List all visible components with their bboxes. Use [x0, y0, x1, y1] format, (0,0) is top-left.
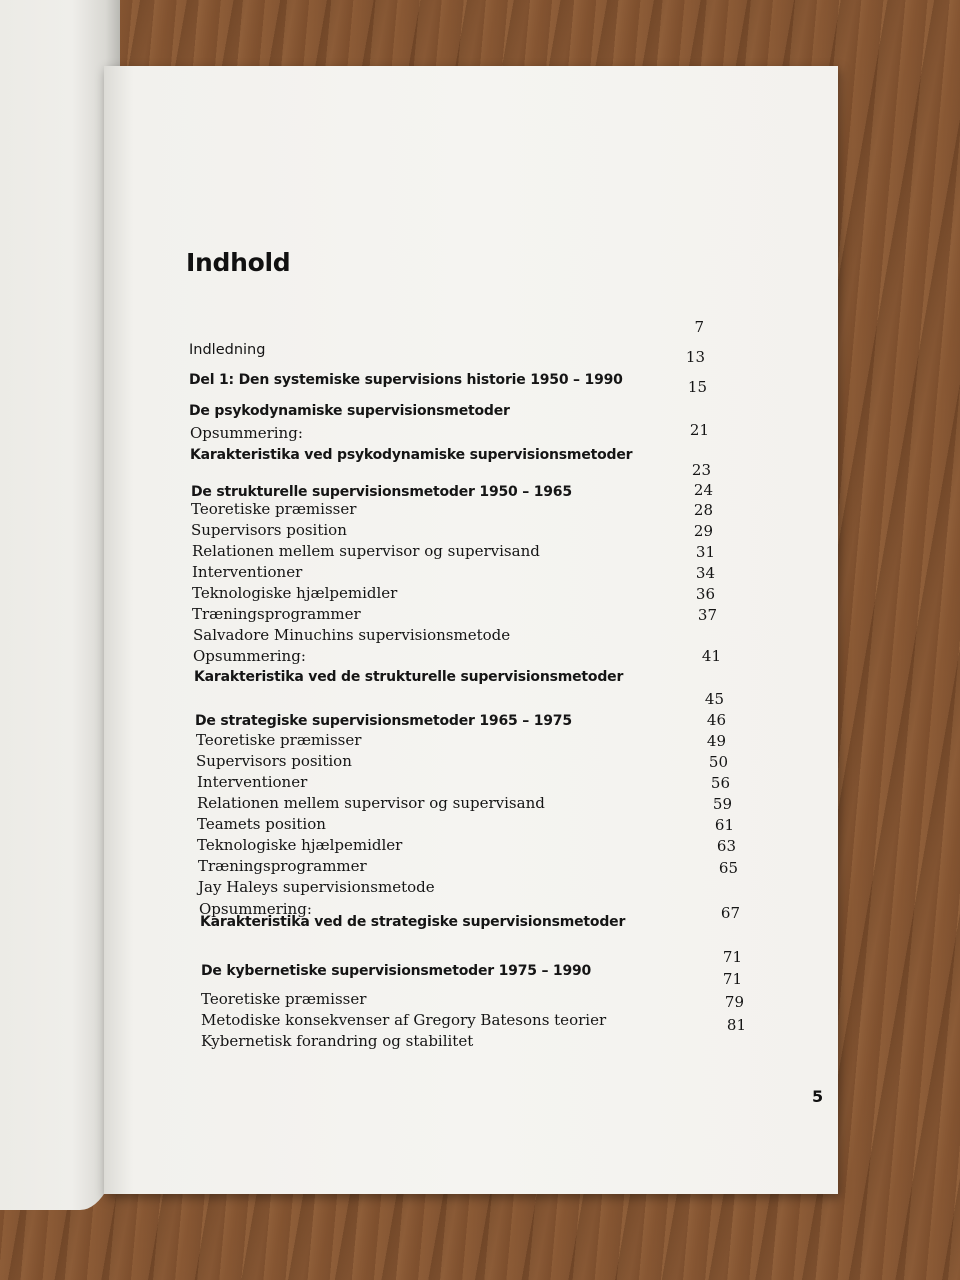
toc-page-number: 34	[695, 564, 715, 582]
toc-entry-text: Indledning	[189, 342, 266, 358]
toc-entry-text: Opsummering:	[193, 647, 306, 665]
toc-page-number: 28	[693, 501, 713, 519]
toc-entry-text: Interventioner	[192, 563, 303, 581]
toc-entry-text: Træningsprogrammer	[192, 605, 361, 623]
toc-entry-text: Teoretiske præmisser	[201, 990, 367, 1008]
toc-entry-text: Teoretiske præmisser	[191, 500, 357, 518]
toc-entry-text: Kybernetisk forandring og stabilitet	[201, 1032, 474, 1050]
toc-page-number: 61	[714, 816, 734, 834]
toc-page-number: 79	[724, 993, 744, 1011]
toc-entry-text: Metodiske konsekvenser af Gregory Batesons teorier	[201, 1011, 607, 1029]
toc-page-number: 67	[720, 904, 740, 922]
toc-page-number: 24	[693, 481, 713, 499]
toc-page-number: 56	[710, 774, 730, 792]
toc-page-number: 71	[722, 970, 742, 988]
toc-entry-text: Opsummering:	[190, 424, 303, 442]
toc-part-heading: Del 1: Den systemiske supervisions historie 1950 – 1990	[189, 372, 623, 388]
toc-page-number: 71	[722, 948, 742, 966]
toc-page-number: 36	[695, 585, 715, 603]
toc-section-heading: De kybernetiske supervisionsmetoder 1975 – 1990	[201, 963, 592, 979]
toc-entry-text: Teknologiske hjælpemidler	[192, 584, 398, 602]
toc-section-heading: De psykodynamiske supervisionsmetoder	[189, 403, 510, 419]
toc-entry-text: Opsummering:	[199, 900, 312, 918]
toc-page-number: 37	[697, 606, 717, 624]
facing-page	[0, 0, 120, 1210]
toc-section-heading: De strategiske supervisionsmetoder 1965 – 1975	[195, 713, 572, 729]
toc-page-number: 63	[716, 837, 736, 855]
toc-page-number: 15	[687, 378, 707, 396]
toc-page-number: 45	[704, 690, 724, 708]
toc-entry-text: Teoretiske præmisser	[196, 731, 362, 749]
toc-page-number: 46	[706, 711, 726, 729]
toc-page-number: 65	[718, 859, 738, 877]
toc-section-heading: De strukturelle supervisionsmetoder 1950 – 1965	[191, 484, 572, 500]
toc-page-number: 50	[708, 753, 728, 771]
toc-page-number: 21	[689, 421, 709, 439]
toc-page-number: 7	[694, 318, 704, 336]
toc-entry-text: Interventioner	[197, 773, 308, 791]
toc-entry-text: Relationen mellem supervisor og supervisand	[192, 542, 540, 560]
toc-entry-text: Teamets position	[197, 815, 326, 833]
toc-entry-text: Supervisors position	[191, 521, 347, 539]
toc-page-number: 81	[726, 1016, 746, 1034]
toc-page-number: 31	[695, 543, 715, 561]
toc-page-number: 59	[712, 795, 732, 813]
toc-page-number: 23	[691, 461, 711, 479]
toc-entry-text: Karakteristika ved psykodynamiske supervisionsmetoder	[190, 447, 633, 463]
toc-entry-text: Træningsprogrammer	[198, 857, 367, 875]
toc-page-number: 13	[685, 348, 705, 366]
toc-page-number: 49	[706, 732, 726, 750]
toc-entry-text: Jay Haleys supervisionsmetode	[198, 878, 435, 896]
toc-entry-text: Teknologiske hjælpemidler	[197, 836, 403, 854]
toc-entry-text: Karakteristika ved de strategiske supervisionsmetoder	[200, 914, 626, 930]
toc-page-number: 29	[693, 522, 713, 540]
page-number: 5	[812, 1087, 824, 1106]
toc-entry-text: Karakteristika ved de strukturelle supervisionsmetoder	[194, 669, 624, 685]
toc-title: Indhold	[186, 248, 291, 277]
toc-entry-text: Supervisors position	[196, 752, 352, 770]
toc-entry-text: Salvadore Minuchins supervisionsmetode	[193, 626, 511, 644]
toc-entry-text: Relationen mellem supervisor og supervisand	[197, 794, 545, 812]
toc-page-number: 41	[701, 647, 721, 665]
